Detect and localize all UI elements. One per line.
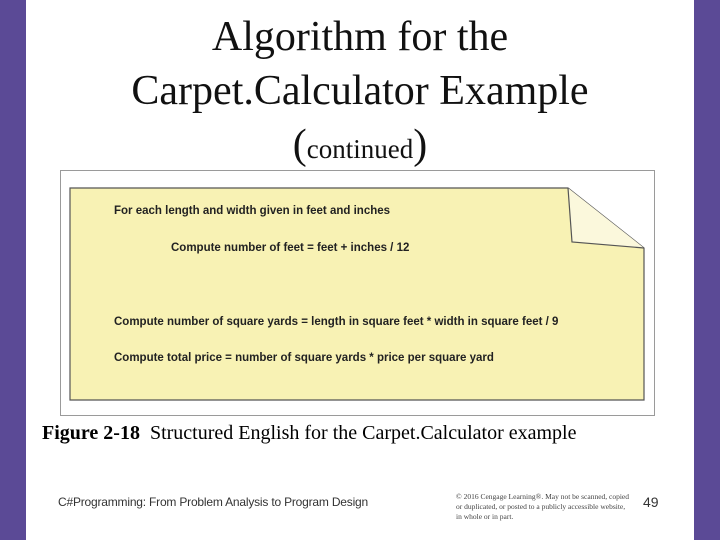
folded-note-icon — [69, 187, 645, 401]
title-paren-close: ) — [413, 122, 428, 168]
note-line-2: Compute number of feet = feet + inches / 12 — [171, 242, 410, 254]
slide-title — [60, 10, 660, 176]
figure-caption — [42, 422, 692, 445]
caption-text: Structured English for the Carpet.Calculator example — [149, 422, 577, 444]
caption-figure-number: Figure 2-18 — [42, 422, 140, 444]
footer-course-title: C#Programming: From Problem Analysis to Program Design — [58, 495, 368, 509]
title-line-3 — [60, 118, 660, 176]
page-number: 49 — [643, 494, 659, 510]
footer-copyright: © 2016 Cengage Learning®. May not be scanned, copied or duplicated, or posted to a publicly accessible website, in whole or in part. — [456, 492, 630, 521]
title-paren-open: ( — [292, 122, 307, 168]
title-line-1: Algorithm for the — [211, 14, 509, 60]
title-continued: continued — [306, 134, 414, 164]
note-line-3: Compute number of square yards = length in square feet * width in square feet / 9 — [114, 316, 559, 328]
right-accent-bar — [694, 0, 720, 540]
note-line-4: Compute total price = number of square yards * price per square yard — [114, 352, 494, 364]
figure-frame — [60, 170, 655, 416]
title-line-2: Carpet.Calculator Example — [131, 68, 589, 114]
left-accent-bar — [0, 0, 26, 540]
note-line-1: For each length and width given in feet and inches — [114, 205, 391, 217]
